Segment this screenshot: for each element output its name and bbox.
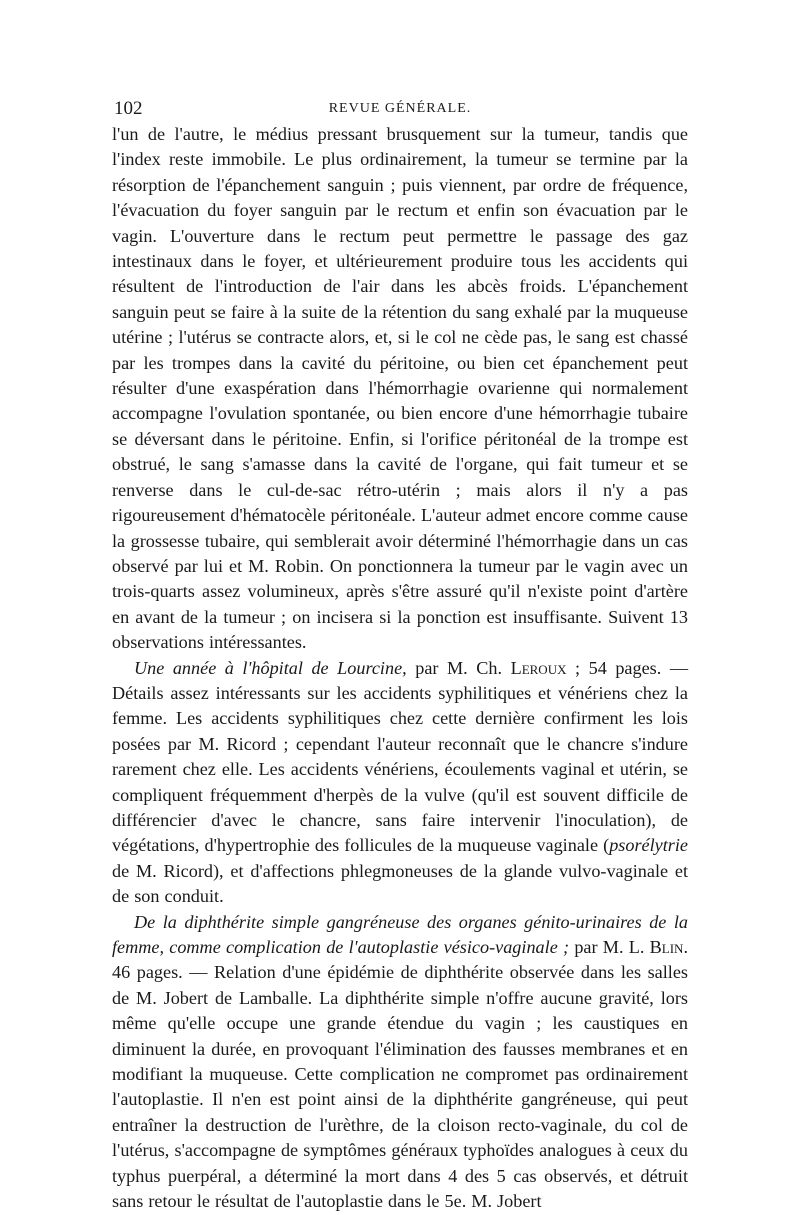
entry-text: — Relation d'une épidémie de diphthérite observée dans les salles de M. Jobert de Lamballe. La diphthérite simple n'offre aucune gravité, lors même qu'elle occupe une grande étendue du vagin ; les caustiques en diminuent la durée, en provoquant l'élimination des fausses membranes et en modifiant la muqueuse. Cette complication ne compromet pas ordinairement l'autoplastie. Il n'en est point ainsi de la diphthérite gangréneuse, qui peut entraîner la destruction de l'urèthre, de la cloison recto-vaginale, du col de l'utérus, s'accompagne de symptômes généraux typhoïdes analogues à ceux du typhus puerpéral, a déterminé la mort dans 4 des 5 cas observés, et détruit sans retour le résultat de l'autoplastie dans le 5e. M. Jobert xyxy=(112,962,688,1212)
entry-author-name: Leroux xyxy=(510,657,567,678)
review-entry-lourcine xyxy=(112,656,688,910)
review-entry-diphtherite xyxy=(112,910,688,1215)
entry-author-name: Blin xyxy=(649,937,684,957)
entry-text-end: de M. Ricord), et d'affections phlegmoneuses de la glande vulvo-vaginale et de son conduit. xyxy=(112,860,688,907)
body-text xyxy=(112,122,688,1214)
page-number: 102 xyxy=(114,98,143,119)
continuation-paragraph: l'un de l'autre, le médius pressant brusquement sur la tumeur, tandis que l'index reste immobile. Le plus ordinairement, la tumeur se termine par la résorption de l'épanchement sanguin ; puis viennent, par ordre de fréquence, l'évacuation du foyer sanguin par le rectum et enfin son évacuation par le vagin. L'ouverture dans le rectum peut permettre le passage des gaz intestinaux dans le foyer, et ultérieurement produire tous les accidents qui résultent de l'introduction de l'air dans les abcès froids. L'épanchement sanguin peut se faire à la suite de la rétention du sang exhalé par la muqueuse utérine ; l'utérus se contracte alors, et, si le col ne cède pas, le sang est chassé par les trompes dans la cavité du péritoine, ou bien cet épanchement peut résulter d'une exaspération dans l'hémorrhagie ovarienne qui normalement accompagne l'ovulation spontanée, ou bien encore d'une hémorrhagie tubaire se déversant dans le péritoine. Enfin, si l'orifice péritonéal de la trompe est obstrué, le sang s'amasse dans la cavité de l'organe, qui fait tumeur et se renverse dans le cul-de-sac rétro-utérin ; mais alors il n'y a pas rigoureusement d'hématocèle péritonéale. L'auteur admet encore comme cause la grossesse tubaire, qui semblerait avoir déterminé l'hémorrhagie dans un cas observé par lui et M. Robin. On ponctionnera la tumeur par le vagin avec un trois-quarts assez volumineux, après s'être assuré qu'il n'existe point d'artère en avant de la tumeur ; on incisera si la ponction est insuffisante. Suivent 13 observations intéressantes. xyxy=(112,124,688,653)
journal-title: REVUE GÉNÉRALE. xyxy=(328,101,472,116)
entry-term: psorélytrie xyxy=(609,835,688,856)
document-page xyxy=(112,96,688,1214)
entry-title: De la diphthérite simple gangréneuse des organes génito-urinaires de la femme, comme complication de l'autoplastie vésico-vaginale ; xyxy=(112,911,688,957)
entry-author-prefix: par M. Ch. xyxy=(406,657,511,678)
entry-text: — Détails assez intéressants sur les accidents syphilitiques et vénériens chez la femme. Les accidents syphilitiques chez cette dernière confirment les lois posées par M. Ricord ; cependant l'auteur reconnaît que le chancre s'indure rarement chez elle. Les accidents vénériens, écoulements vaginal et utérin, se compliquent fréquemment d'herpès de la vulve (qu'il est souvent difficile de différencier d'avec le chancre, sans faire intervenir l'inoculation), de végétations, d'hypertrophie des follicules de la muqueuse vaginale ( xyxy=(112,657,689,856)
entry-title: Une année à l'hôpital de Lourcine, xyxy=(134,657,407,678)
running-head xyxy=(112,96,688,122)
entry-author-prefix: par M. L. xyxy=(569,937,650,957)
entry-pages: . 46 pages. xyxy=(112,937,688,983)
entry-pages: ; 54 pages. xyxy=(566,657,662,678)
